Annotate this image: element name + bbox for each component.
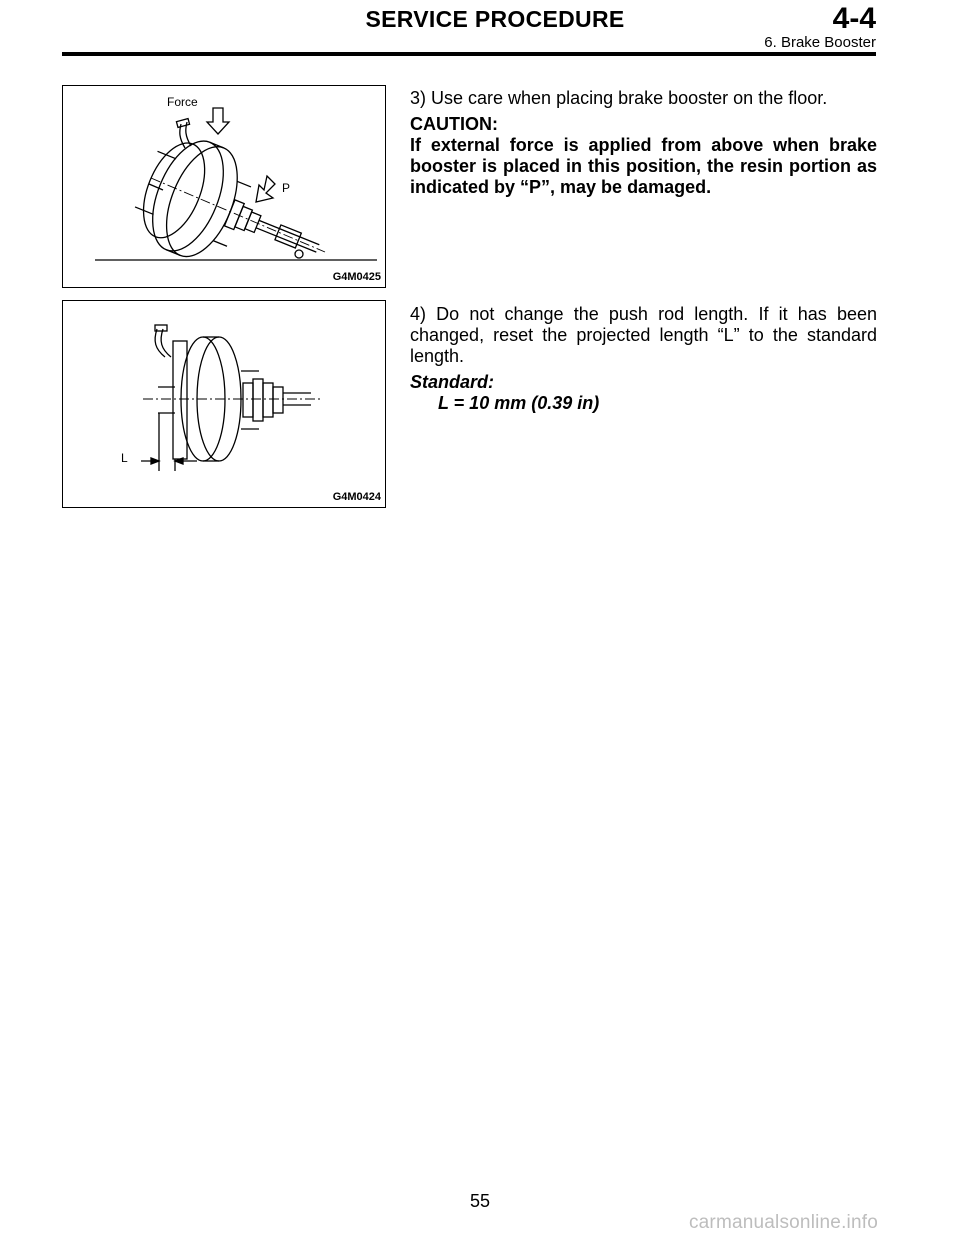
page-number: 55: [469, 1191, 491, 1211]
caution-text: If external force is applied from above when brake booster is placed in this position, the resin portion as indicated by “P”, may be damaged.: [410, 135, 877, 197]
booster-upright-drawing: [63, 301, 387, 509]
page-title: SERVICE PROCEDURE: [365, 6, 625, 32]
step-3-text: 3) Use care when placing brake booster on the floor.: [410, 88, 828, 108]
standard-value: L = 10 mm (0.39 in): [438, 393, 600, 413]
step-3: [410, 88, 877, 198]
section-number: 4-4: [832, 2, 876, 35]
label-p: P: [282, 181, 291, 195]
figure-id: G4M0425: [332, 271, 381, 283]
watermark: carmanualsonline.info: [688, 1212, 878, 1233]
label-l: L: [121, 451, 128, 465]
booster-tilted-drawing: [63, 86, 387, 289]
figure-id: G4M0424: [332, 491, 381, 503]
label-force: Force: [167, 95, 198, 109]
standard-heading: Standard:: [410, 372, 495, 392]
step-4-text: 4) Do not change the push rod length. If it has been changed, reset the projected length “L” to the standard length.: [410, 304, 877, 366]
figure-booster-tilted: [62, 85, 386, 288]
figure-booster-upright: [62, 300, 386, 508]
caution-heading: CAUTION:: [410, 114, 498, 134]
header-rule: [62, 52, 876, 56]
section-subtitle: 6. Brake Booster: [764, 34, 876, 51]
step-4: [410, 304, 877, 414]
